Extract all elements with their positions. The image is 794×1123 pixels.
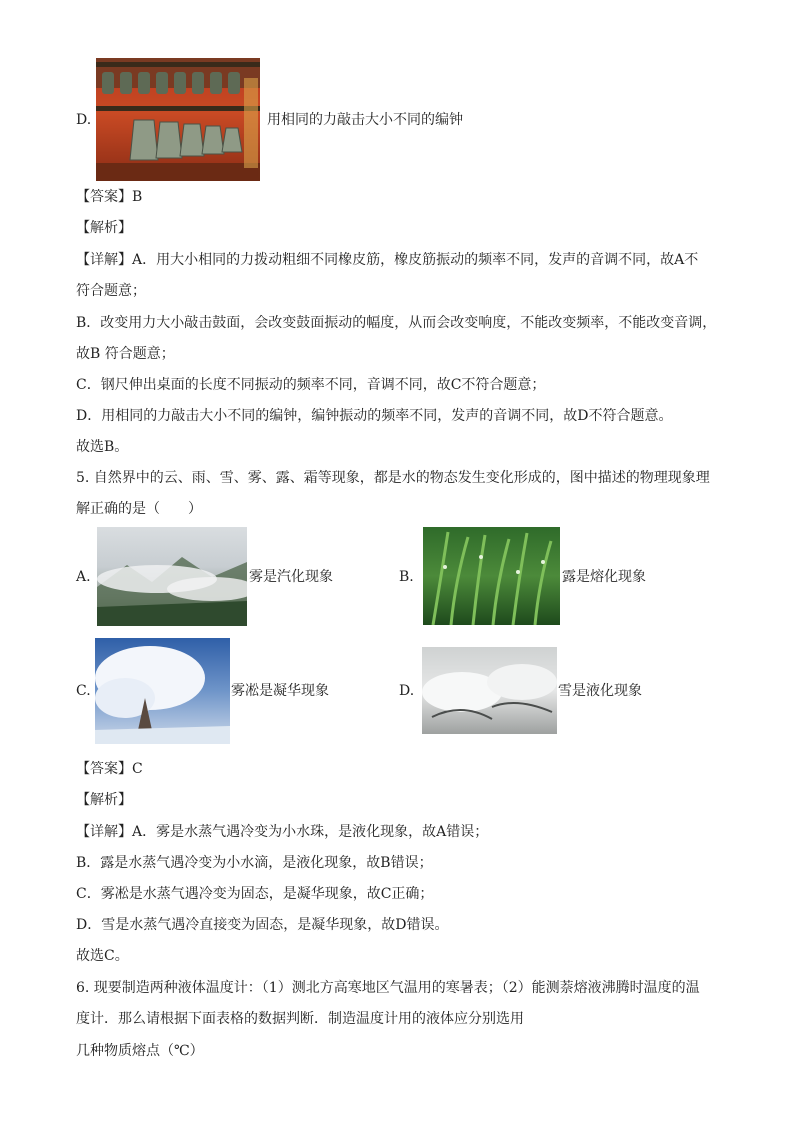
dew-grass-image bbox=[423, 527, 560, 625]
snow-image bbox=[422, 647, 557, 734]
q4-detail-c: C．钢尺伸出桌面的长度不同振动的频率不同，音调不同，故C不符合题意； bbox=[76, 377, 546, 393]
q5-stem-line1: 5. 自然界中的云、雨、雪、雾、露、霜等现象，都是水的物态发生变化形成的，图中描述的物理现象理 bbox=[76, 470, 710, 486]
snow-illustration bbox=[422, 647, 557, 734]
rime-tree-image bbox=[95, 638, 230, 744]
q5-detail-d: D．雪是水蒸气遇冷直接变为固态，是凝华现象，故D错误。 bbox=[76, 917, 449, 933]
option-d-label: D. bbox=[76, 112, 92, 128]
q5-detail-b: B．露是水蒸气遇冷变为小水滴，是液化现象，故B错误； bbox=[76, 855, 433, 871]
q5-option-d-text: 雪是液化现象 bbox=[558, 683, 642, 699]
q5-detail-c: C．雾凇是水蒸气遇冷变为固态，是凝华现象，故C正确； bbox=[76, 886, 434, 902]
q4-detail-a-line2: 符合题意； bbox=[76, 283, 146, 299]
chime-illustration bbox=[96, 58, 260, 181]
q4-detail-b-line1: B．改变用力大小敲击鼓面，会改变鼓面振动的幅度，从而会改变响度，不能改变频率，不能改变音调， bbox=[76, 315, 717, 331]
option-d-text: 用相同的力敲击大小不同的编钟 bbox=[267, 112, 463, 128]
bianzhong-chime-image bbox=[96, 58, 260, 181]
q5-option-a-label: A. bbox=[76, 569, 91, 585]
fog-mountain-image bbox=[97, 527, 247, 626]
q6-stem-line2: 度计．那么请根据下面表格的数据判断．制造温度计用的液体应分别选用 bbox=[76, 1011, 524, 1027]
grass-illustration bbox=[423, 527, 560, 625]
q5-option-b-label: B. bbox=[399, 569, 414, 585]
q5-analysis-heading: 【解析】 bbox=[76, 792, 132, 808]
q4-analysis-heading: 【解析】 bbox=[76, 220, 132, 236]
q4-detail-a-line1: 【详解】A．用大小相同的力拨动粗细不同橡皮筋，橡皮筋振动的频率不同，发声的音调不同，故A不 bbox=[76, 252, 699, 268]
q4-conclusion: 故选B。 bbox=[76, 439, 129, 455]
fog-illustration bbox=[97, 527, 247, 626]
q4-answer: 【答案】B bbox=[76, 189, 143, 205]
q4-detail-d: D．用相同的力敲击大小不同的编钟，编钟振动的频率不同，发声的音调不同，故D不符合题意。 bbox=[76, 408, 673, 424]
q5-option-c-label: C. bbox=[76, 683, 91, 699]
q5-conclusion: 故选C。 bbox=[76, 948, 129, 964]
q6-stem-line1: 6. 现要制造两种液体温度计：（1）测北方高寒地区气温用的寒暑表；（2）能测萘熔液沸腾时温度的温 bbox=[76, 980, 700, 996]
q5-option-a-text: 雾是汽化现象 bbox=[249, 569, 333, 585]
q5-option-b-text: 露是熔化现象 bbox=[562, 569, 646, 585]
q5-option-c-text: 雾凇是凝华现象 bbox=[231, 683, 329, 699]
q5-answer: 【答案】C bbox=[76, 761, 143, 777]
q4-detail-b-line2: 故B 符合题意； bbox=[76, 346, 175, 362]
q5-option-d-label: D. bbox=[399, 683, 415, 699]
q6-table-title: 几种物质熔点（℃） bbox=[76, 1043, 204, 1059]
q5-stem-line2: 解正确的是（ ） bbox=[76, 501, 202, 517]
rime-illustration bbox=[95, 638, 230, 744]
q5-detail-a: 【详解】A．雾是水蒸气遇冷变为小水珠，是液化现象，故A错误； bbox=[76, 824, 489, 840]
